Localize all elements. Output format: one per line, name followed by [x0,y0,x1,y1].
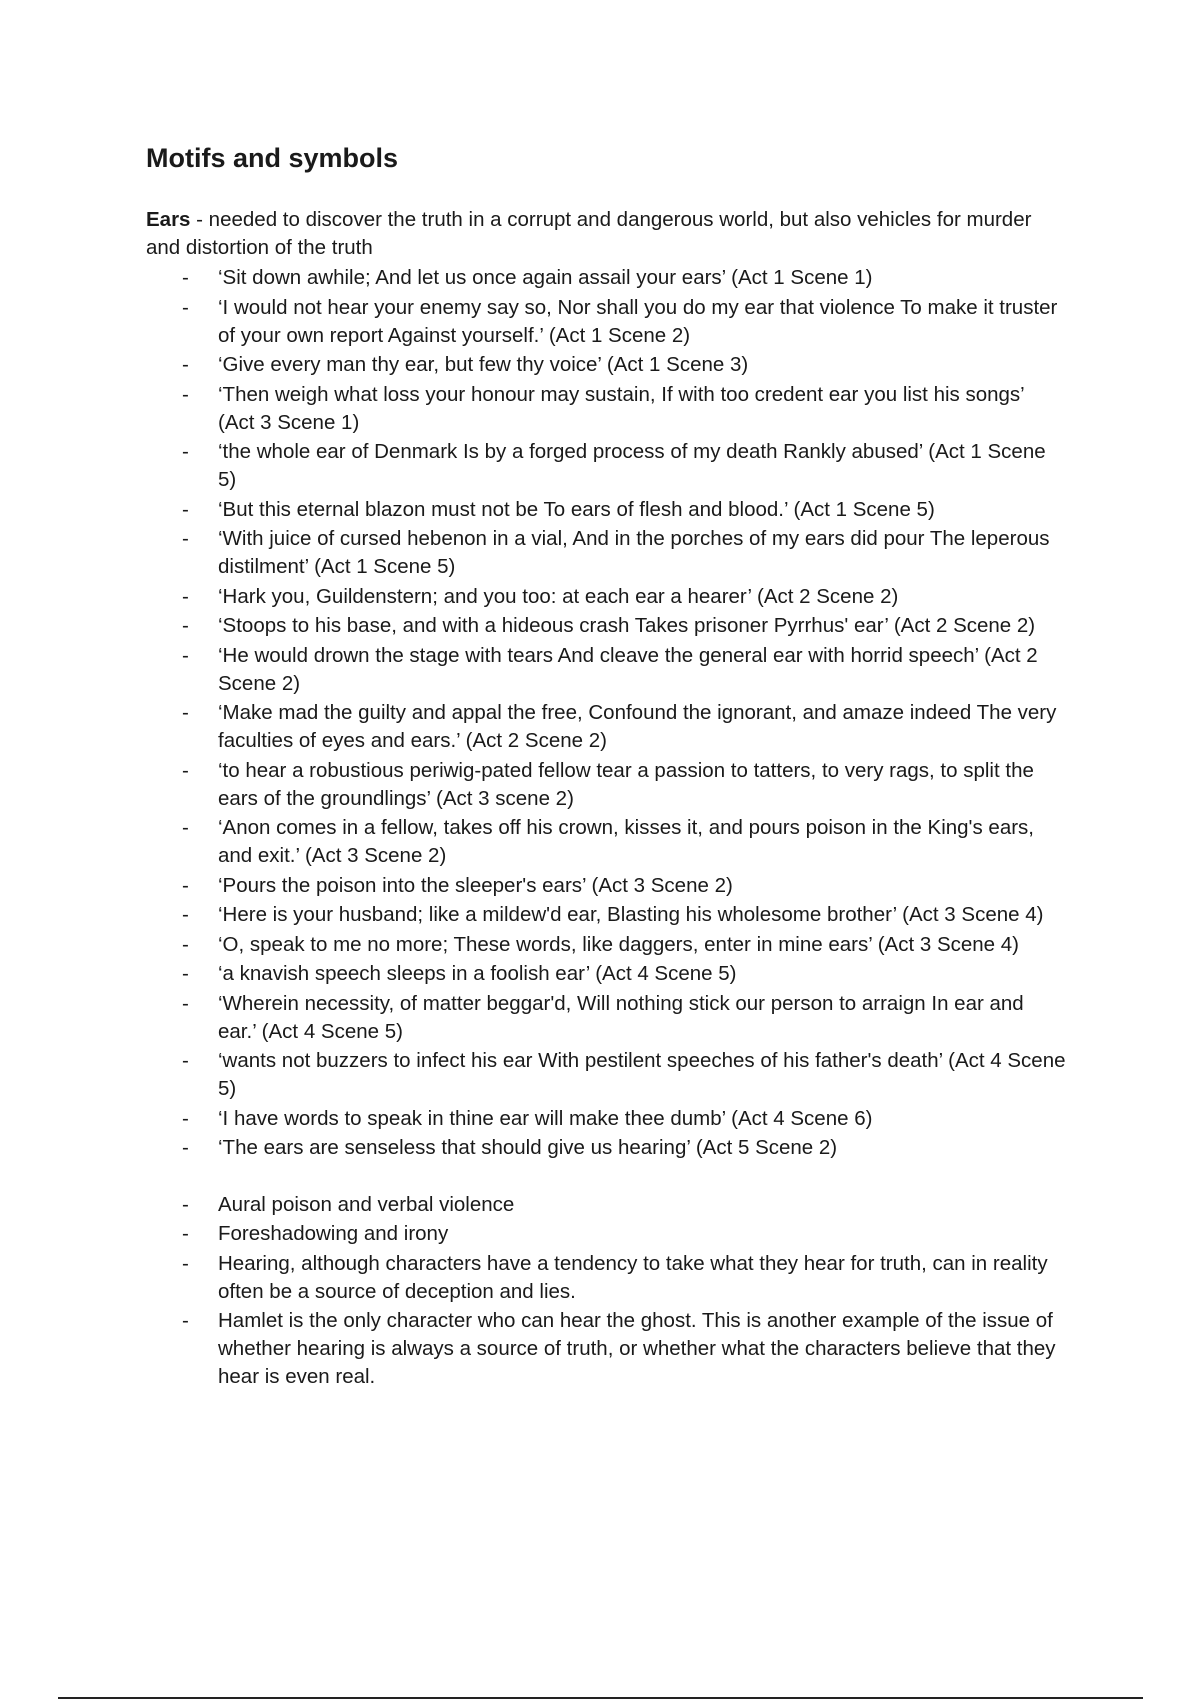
dash-bullet-icon: - [182,932,189,956]
quote-item [146,612,1066,640]
quote-item [146,496,1066,524]
quote-item-text: ‘Pours the poison into the sleeper's ears’ (Act 3 Scene 2) [218,873,733,897]
note-item [146,1191,1066,1219]
note-item-text: Hamlet is the only character who can hear the ghost. This is another example of the issue of whether hearing is always a source of truth, or whether what the characters believe that they hear is even real. [218,1309,1056,1388]
dash-bullet-icon: - [182,1222,189,1245]
notes-list [146,1191,1066,1392]
quote-item [146,901,1066,929]
dash-bullet-icon: - [182,584,189,608]
dash-bullet-icon: - [182,643,189,667]
quote-item-text: ‘Sit down awhile; And let us once again assail your ears’ (Act 1 Scene 1) [218,266,873,289]
list-spacer [146,1164,1066,1191]
dash-bullet-icon: - [182,903,189,926]
dash-bullet-icon: - [182,614,189,637]
quote-item [146,699,1066,755]
quotes-list [146,264,1066,1162]
quote-item [146,990,1066,1046]
quote-item-text: ‘Give every man thy ear, but few thy voice’ (Act 1 Scene 3) [218,353,749,376]
quote-item [146,438,1066,494]
dash-bullet-icon: - [182,962,189,985]
quote-item [146,642,1066,698]
dash-bullet-icon: - [182,1309,189,1332]
quote-item-text: ‘I have words to speak in thine ear will make thee dumb’ (Act 4 Scene 6) [218,1106,873,1130]
document-page [146,140,1066,1393]
quote-item [146,814,1066,870]
footer-divider [58,1697,1143,1699]
quote-item-text: ‘Here is your husband; like a mildew'd ear, Blasting his wholesome brother’ (Act 3 Scene 4) [218,903,1044,926]
intro-term: Ears [146,208,191,231]
note-item [146,1250,1066,1306]
dash-bullet-icon: - [182,1251,189,1275]
quote-item [146,525,1066,581]
page-title: Motifs and symbols [146,143,399,173]
dash-bullet-icon: - [182,295,189,319]
note-item-text: Foreshadowing and irony [218,1222,449,1245]
dash-bullet-icon: - [182,353,189,376]
quote-item-text: ‘Wherein necessity, of matter beggar'd, Will nothing stick our person to arraign In ear and ear.’ (Act 4 Scene 5) [218,991,1024,1043]
note-item-text: Hearing, although characters have a tendency to take what they hear for truth, can in reality often be a source of deception and lies. [218,1251,1048,1303]
dash-bullet-icon: - [182,266,189,289]
dash-bullet-icon: - [182,497,189,521]
quote-item [146,583,1066,611]
intro-text: - needed to discover the truth in a corrupt and dangerous world, but also vehicles for murder and distortion of the truth [146,208,1032,259]
quote-item-text: ‘to hear a robustious periwig-pated fellow tear a passion to tatters, to very rags, to split the ears of the groundlings’ (Act 3 scene 2) [218,758,1034,810]
quote-item-text: ‘But this eternal blazon must not be To ears of flesh and blood.’ (Act 1 Scene 5) [218,497,935,521]
dash-bullet-icon: - [182,701,189,724]
quote-item [146,1105,1066,1133]
quote-item-text: ‘the whole ear of Denmark Is by a forged process of my death Rankly abused’ (Act 1 Scene 5) [218,440,1046,491]
dash-bullet-icon: - [182,382,189,406]
dash-bullet-icon: - [182,1049,189,1072]
dash-bullet-icon: - [182,1192,189,1216]
quote-item [146,1134,1066,1162]
quote-item-text: ‘wants not buzzers to infect his ear With pestilent speeches of his father's death’ (Act 4 Scene 5) [218,1049,1066,1100]
quote-item [146,264,1066,292]
quote-item-text: ‘With juice of cursed hebenon in a vial, And in the porches of my ears did pour The leperous distilment’ (Act 1 Scene 5) [218,527,1050,578]
dash-bullet-icon: - [182,816,189,839]
dash-bullet-icon: - [182,991,189,1015]
quote-item-text: ‘Stoops to his base, and with a hideous crash Takes prisoner Pyrrhus' ear’ (Act 2 Scene 2) [218,614,1036,637]
dash-bullet-icon: - [182,440,189,463]
quote-item-text: ‘Hark you, Guildenstern; and you too: at each ear a hearer’ (Act 2 Scene 2) [218,584,899,608]
quote-item-text: ‘Make mad the guilty and appal the free, Confound the ignorant, and amaze indeed The very faculties of eyes and ears.’ (Act 2 Scene 2) [218,701,1057,752]
note-item [146,1307,1066,1391]
dash-bullet-icon: - [182,527,189,550]
note-item [146,1220,1066,1248]
quote-item [146,931,1066,959]
dash-bullet-icon: - [182,1136,189,1159]
quote-item [146,960,1066,988]
quote-item [146,381,1066,437]
note-item-text: Aural poison and verbal violence [218,1192,515,1216]
quote-item-text: ‘O, speak to me no more; These words, like daggers, enter in mine ears’ (Act 3 Scene 4) [218,932,1020,956]
intro-paragraph [146,206,1066,262]
quote-item [146,872,1066,900]
quote-item [146,1047,1066,1103]
dash-bullet-icon: - [182,758,189,782]
quote-item-text: ‘I would not hear your enemy say so, Nor shall you do my ear that violence To make it truster of your own report Against yourself.’ (Act 1 Scene 2) [218,295,1058,347]
quote-item-text: ‘The ears are senseless that should give us hearing’ (Act 5 Scene 2) [218,1136,838,1159]
quote-item [146,351,1066,379]
quote-item-text: ‘a knavish speech sleeps in a foolish ear’ (Act 4 Scene 5) [218,962,737,985]
quote-item-text: ‘He would drown the stage with tears And cleave the general ear with horrid speech’ (Act 2 Scene 2) [218,643,1038,695]
quote-item [146,757,1066,813]
quote-item-text: ‘Anon comes in a fellow, takes off his crown, kisses it, and pours poison in the King's ears, and exit.’ (Act 3 Scene 2) [218,816,1034,867]
quote-item-text: ‘Then weigh what loss your honour may sustain, If with too credent ear you list his songs’ (Act 3 Scene 1) [218,382,1024,434]
quote-item [146,294,1066,350]
dash-bullet-icon: - [182,873,189,897]
dash-bullet-icon: - [182,1106,189,1130]
